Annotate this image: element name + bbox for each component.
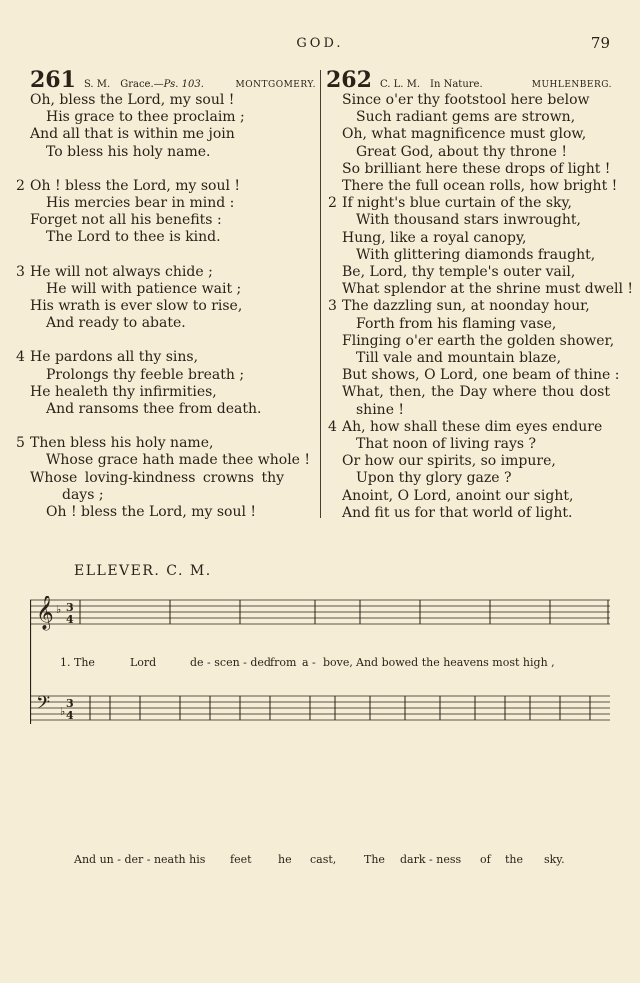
hymn-author: MUHLENBERG. <box>531 80 612 90</box>
verse-line: Oh ! bless the Lord, my soul ! <box>46 504 257 521</box>
lyric-syllable: of <box>480 853 491 866</box>
verse-line: Hung, like a royal canopy, <box>342 229 527 246</box>
lyric-syllable: Lord <box>130 656 157 669</box>
stanza-number: 3 <box>16 263 25 280</box>
verse-line: To bless his holy name. <box>46 143 211 160</box>
lyric-syllable: 1. The <box>60 656 95 669</box>
hymn-subject: In Nature. <box>430 79 483 90</box>
verse-line: Forth from his flaming vase, <box>356 315 557 332</box>
verse-line: Anoint, O Lord, anoint our sight, <box>342 487 574 504</box>
lyric-syllable: from <box>270 656 297 669</box>
hymn-subject-text: Grace.— <box>120 79 164 90</box>
stanza-1 <box>326 92 618 195</box>
verse-line: Then bless his holy name, <box>30 435 214 452</box>
stanza-5 <box>16 435 316 521</box>
music-staves <box>30 596 610 746</box>
lyric-syllable: a - <box>302 656 316 669</box>
verse-line: There the full ocean rolls, how bright ! <box>342 178 618 195</box>
time-signature-top: 3 <box>66 697 74 710</box>
lyric-syllable: feet <box>230 853 252 866</box>
stanza-1 <box>30 92 316 161</box>
hymn-meter: S. M. <box>83 79 111 90</box>
page-number: 79 <box>590 34 610 52</box>
verse-line: Oh, bless the Lord, my soul ! <box>30 92 235 108</box>
hymn-number: 261 <box>30 67 76 93</box>
verse-line: Whose loving-kindness crowns thy <box>30 469 284 486</box>
stanza-number: 3 <box>328 298 337 315</box>
music-system-1 <box>30 596 610 746</box>
verse-line: Forget not all his benefits : <box>30 212 222 229</box>
verse-line: Till vale and mountain blaze, <box>356 350 562 367</box>
stanza-4 <box>326 419 612 522</box>
stanza-2 <box>326 195 634 298</box>
stanza-3 <box>16 263 316 333</box>
key-flat-icon: ♭ <box>60 705 66 718</box>
verse-line: Ah, how shall these dim eyes endure <box>342 418 603 435</box>
lyric-syllable: de - scen - ded <box>190 656 271 669</box>
hymn-meter: C. L. M. <box>379 79 421 90</box>
verse-line: He healeth thy infirmities, <box>30 383 217 400</box>
bass-clef-icon: 𝄢 <box>36 693 51 718</box>
verse-line: And all that is within me join <box>30 126 235 143</box>
verse-line: Whose grace hath made thee whole ! <box>46 452 311 469</box>
lyric-syllable: dark - ness <box>400 853 462 866</box>
lyric-syllable: sky. <box>544 853 565 866</box>
verse-line: But shows, O Lord, one beam of thine : <box>342 367 620 384</box>
stanza-number: 5 <box>16 435 25 452</box>
lyric-syllable: And un - der - neath his <box>74 853 206 866</box>
verse-line: Flinging o'er earth the golden shower, <box>342 332 615 349</box>
hymn-subject <box>120 79 204 90</box>
verse-line: Be, Lord, thy temple's outer vail, <box>342 264 576 281</box>
verse-line: So brilliant here these drops of light ! <box>342 160 611 177</box>
lyric-syllable: he <box>278 853 292 866</box>
lyric-syllable: bove, <box>323 656 353 669</box>
verse-line: That noon of living rays ? <box>356 436 537 453</box>
stanza-4 <box>16 349 316 418</box>
verse-line: And ready to abate. <box>46 315 186 332</box>
hymn-262 <box>326 67 634 522</box>
hymn-header <box>30 67 316 93</box>
verse-line: If night's blue curtain of the sky, <box>342 195 573 212</box>
stanza-3 <box>326 298 620 418</box>
verse-line: With thousand stars inwrought, <box>356 212 581 229</box>
verse-line: Oh ! bless the Lord, my soul ! <box>30 177 241 194</box>
verse-line: shine ! <box>356 401 405 418</box>
hymn-header <box>326 67 612 93</box>
hymn-reference: Ps. 103. <box>163 79 204 90</box>
verse-line: His wrath is ever slow to rise, <box>30 298 243 315</box>
stanza-number: 2 <box>16 177 25 194</box>
stanza-number: 4 <box>328 418 337 435</box>
verse-line: With glittering diamonds fraught, <box>356 246 596 263</box>
verse-line: The dazzling sun, at noonday hour, <box>342 298 590 315</box>
hymn-261 <box>16 67 316 521</box>
verse-line: What splendor at the shrine must dwell ! <box>342 281 634 298</box>
lyric-syllable: the <box>505 853 524 866</box>
stanza-number: 2 <box>328 195 337 212</box>
key-flat-icon: ♭ <box>56 603 62 616</box>
verse-line: He will not always chide ; <box>30 263 213 280</box>
stanza-number: 4 <box>16 349 25 366</box>
verse-line: Prolongs thy feeble breath ; <box>46 366 245 383</box>
tune-title: ELLEVER. C. M. <box>74 563 212 579</box>
verse-line: Or how our spirits, so impure, <box>342 453 556 470</box>
verse-line: Such radiant gems are strown, <box>356 109 576 126</box>
verse-line: He will with patience wait ; <box>46 280 242 297</box>
lyric-syllable: cast, <box>310 853 337 866</box>
verse-line: He pardons all thy sins, <box>30 349 199 366</box>
verse-line: What, then, the Day where thou dost <box>342 384 610 401</box>
running-head: GOD. <box>296 36 344 51</box>
verse-line: His grace to thee proclaim ; <box>46 109 245 126</box>
lyric-syllable: The <box>364 853 385 866</box>
lyric-syllable: And bowed the heavens most high , <box>356 656 555 669</box>
verse-line: And ransoms thee from death. <box>46 401 262 418</box>
stanza-2 <box>16 177 316 247</box>
verse-line: His mercies bear in mind : <box>46 195 235 212</box>
hymn-author: MONTGOMERY. <box>235 80 316 90</box>
verse-line: And fit us for that world of light. <box>342 504 573 521</box>
treble-clef-icon: 𝄞 <box>36 596 54 630</box>
verse-line: Great God, about thy throne ! <box>356 143 568 160</box>
time-signature-bottom: 4 <box>66 709 74 722</box>
verse-line: Oh, what magnificence must glow, <box>342 126 587 143</box>
hymn-number: 262 <box>326 67 372 93</box>
verse-line: The Lord to thee is kind. <box>46 229 221 246</box>
column-divider <box>320 70 321 518</box>
time-signature-bottom: 4 <box>66 613 74 626</box>
verse-line: Since o'er thy footstool here below <box>342 92 590 108</box>
verse-line: Upon thy glory gaze ? <box>356 470 512 487</box>
verse-line: days ; <box>62 486 104 503</box>
time-signature-top: 3 <box>66 601 74 614</box>
